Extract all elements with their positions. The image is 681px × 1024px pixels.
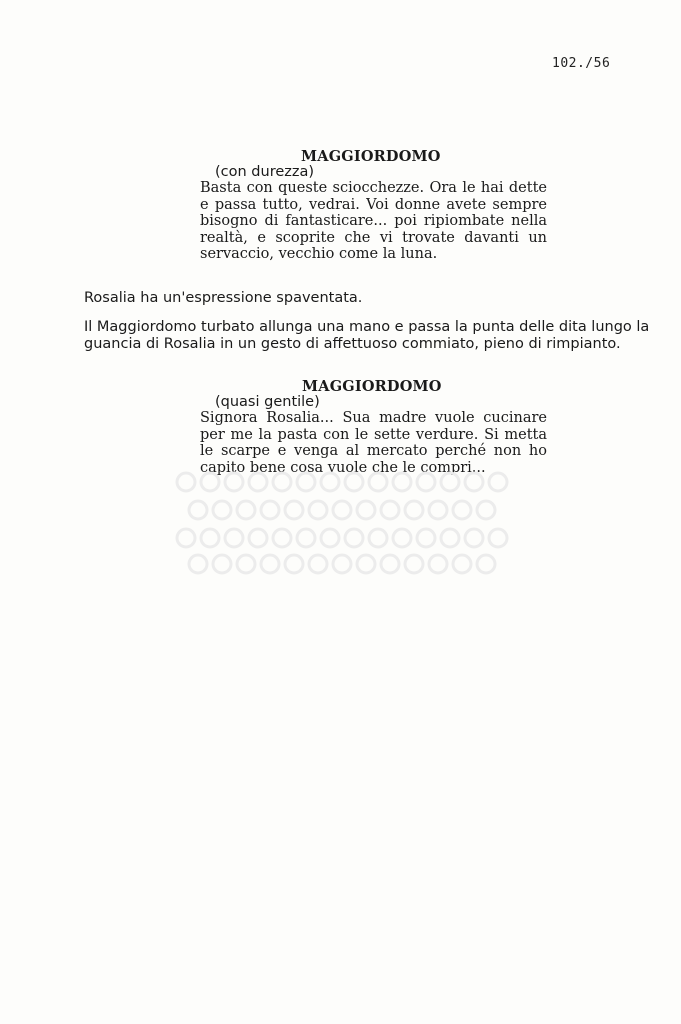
dialogue-text: Basta con queste sciocchezze. Ora le hai dette e passa tutto, vedrai. Voi donne avete sempre bisogno di fantasticare... poi ripiombate nella realtà, e scoprite che vi trovate davanti un servaccio, vecchio come la luna. (200, 180, 547, 262)
character-name: MAGGIORDOMO (302, 378, 442, 395)
action-line: Il Maggiordomo turbato allunga una mano e passa la punta delle dita lungo la guancia di Rosalia in un gesto di affettuoso commiato, pieno di rimpianto. (84, 319, 650, 352)
stage-direction: (quasi gentile) (215, 394, 320, 410)
stage-direction: (con durezza) (215, 164, 315, 180)
watermark-row (177, 529, 507, 547)
watermark-stamp (172, 462, 518, 582)
action-line: Rosalia ha un'espressione spaventata. (84, 290, 363, 306)
dialogue-text: Signora Rosalia... Sua madre vuole cucinare per me la pasta con le sette verdure. Si metta le scarpe e venga al mercato perché non ho capito bene cosa vuole che le compri... (200, 410, 547, 476)
watermark-row (189, 555, 495, 573)
watermark-row (189, 501, 495, 519)
page-number: 102./56 (552, 56, 611, 71)
character-name: MAGGIORDOMO (301, 148, 441, 165)
